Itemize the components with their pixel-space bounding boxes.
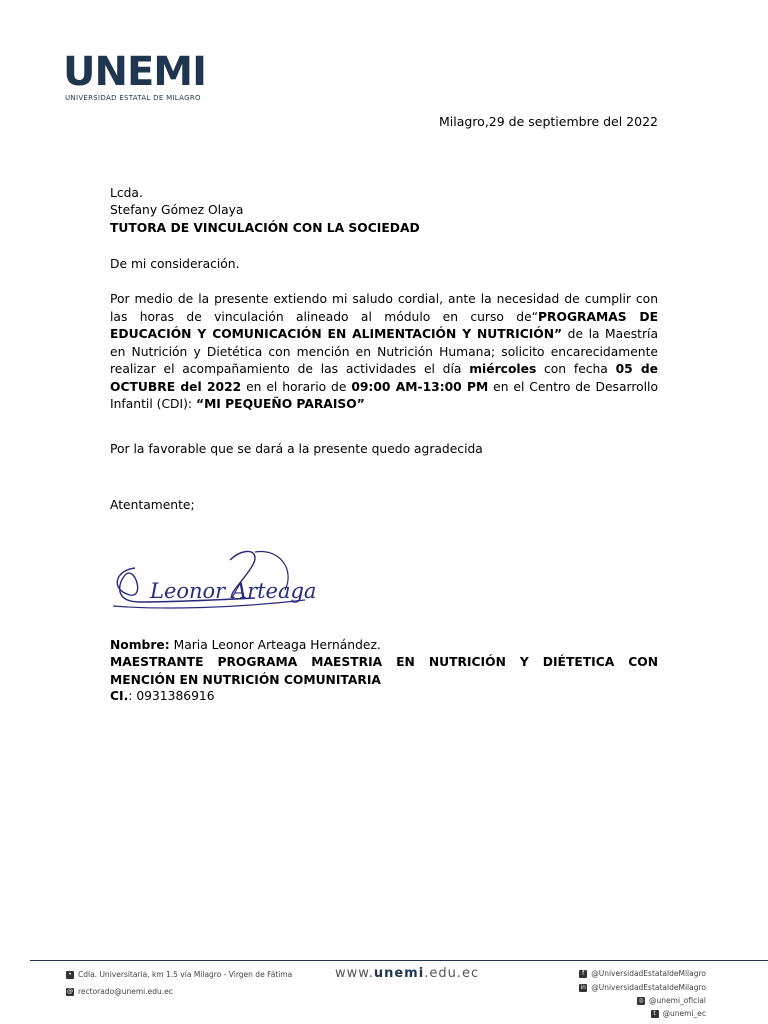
signer-program: MAESTRANTE PROGRAMA MAESTRIA EN NUTRICIÓN Y DIÉTETICA CON MENCIÓN EN NUTRICIÓN COMUNITARIA	[110, 655, 658, 687]
email-text[interactable]: rectorado@unemi.edu.ec	[78, 987, 173, 996]
email-icon: @	[67, 987, 73, 995]
social-instagram[interactable]	[637, 996, 706, 1005]
signer-name-value: Maria Leonor Arteaga Hernández.	[169, 638, 381, 652]
signer-name	[110, 637, 658, 655]
closing-thanks: Por la favorable que se dará a la presente quedo agradecida	[110, 442, 483, 456]
activity-time: 09:00 AM-13:00 PM	[351, 379, 489, 394]
footer-address	[66, 970, 292, 979]
social-label[interactable]: @unemi_oficial	[649, 996, 706, 1005]
instagram-icon: ◎	[638, 996, 644, 1004]
social-twitter[interactable]	[651, 1009, 707, 1018]
location-icon: •	[66, 971, 74, 979]
social-label[interactable]: @UniversidadEstataldeMilagro	[591, 969, 706, 978]
twitter-icon: t	[651, 1010, 659, 1018]
logo: UNEMI	[63, 49, 206, 95]
body-text: con fecha	[536, 362, 616, 376]
recipient-title: Lcda.	[110, 186, 143, 200]
social-linkedin[interactable]	[579, 983, 706, 992]
signature-text: Leonor Arteaga	[150, 579, 317, 603]
web-brand: unemi	[373, 966, 425, 981]
social-facebook[interactable]	[579, 969, 706, 978]
body-text: de la Maestría en Nutrición y Dietética con mención en Nutrición Humana; solicito encarecidamente realizar el acompañamiento de las actividades el día	[110, 327, 659, 376]
social-label[interactable]: @UniversidadEstataldeMilagro	[591, 983, 706, 992]
social-label[interactable]: @unemi_ec	[662, 1009, 706, 1018]
facebook-icon: f	[579, 970, 587, 978]
web-suffix: .edu.ec	[424, 966, 480, 981]
linkedin-icon: in	[580, 983, 586, 991]
signer-ci	[110, 688, 658, 706]
recipient-role: TUTORA DE VINCULACIÓN CON LA SOCIEDAD	[110, 221, 420, 235]
recipient-name: Stefany Gómez Olaya	[110, 203, 244, 217]
web-prefix: www.	[335, 966, 374, 981]
signer-ci-value: : 0931386916	[128, 689, 215, 703]
body-paragraph	[110, 291, 658, 414]
logo-subtitle: UNIVERSIDAD ESTATAL DE MILAGRO	[65, 94, 201, 102]
center-name: “MI PEQUEÑO PARAISO”	[195, 397, 365, 411]
address-text: Cdla. Universitaria, km 1.5 vía Milagro - Virgen de Fátima	[78, 970, 293, 979]
signer-ci-label: CI.	[110, 689, 129, 703]
footer-divider	[30, 960, 768, 961]
body-text: en el Centro de Desarrollo Infantil (CDI):	[110, 379, 658, 411]
letter-date: Milagro,29 de septiembre del 2022	[438, 114, 658, 129]
body-text: Por medio de la presente extiendo mi saludo cordial, ante la necesidad de cumplir con las horas de vinculación alineado al módulo en curso de“	[110, 292, 658, 324]
activity-day: miércoles	[469, 362, 537, 376]
salutation: De mi consideración.	[110, 257, 240, 271]
activity-date: 05 de OCTUBRE del 2022	[110, 362, 658, 394]
signer-name-label: Nombre:	[110, 638, 170, 652]
program-name: PROGRAMAS DE EDUCACIÓN Y COMUNICACIÓN EN ALIMENTACIÓN Y NUTRICIÓN”	[110, 309, 658, 341]
signature	[105, 540, 320, 620]
body-text: en el horario de	[241, 379, 352, 394]
footer-website[interactable]	[335, 966, 479, 981]
footer-email[interactable]	[66, 987, 173, 996]
closing: Atentamente;	[110, 498, 195, 512]
